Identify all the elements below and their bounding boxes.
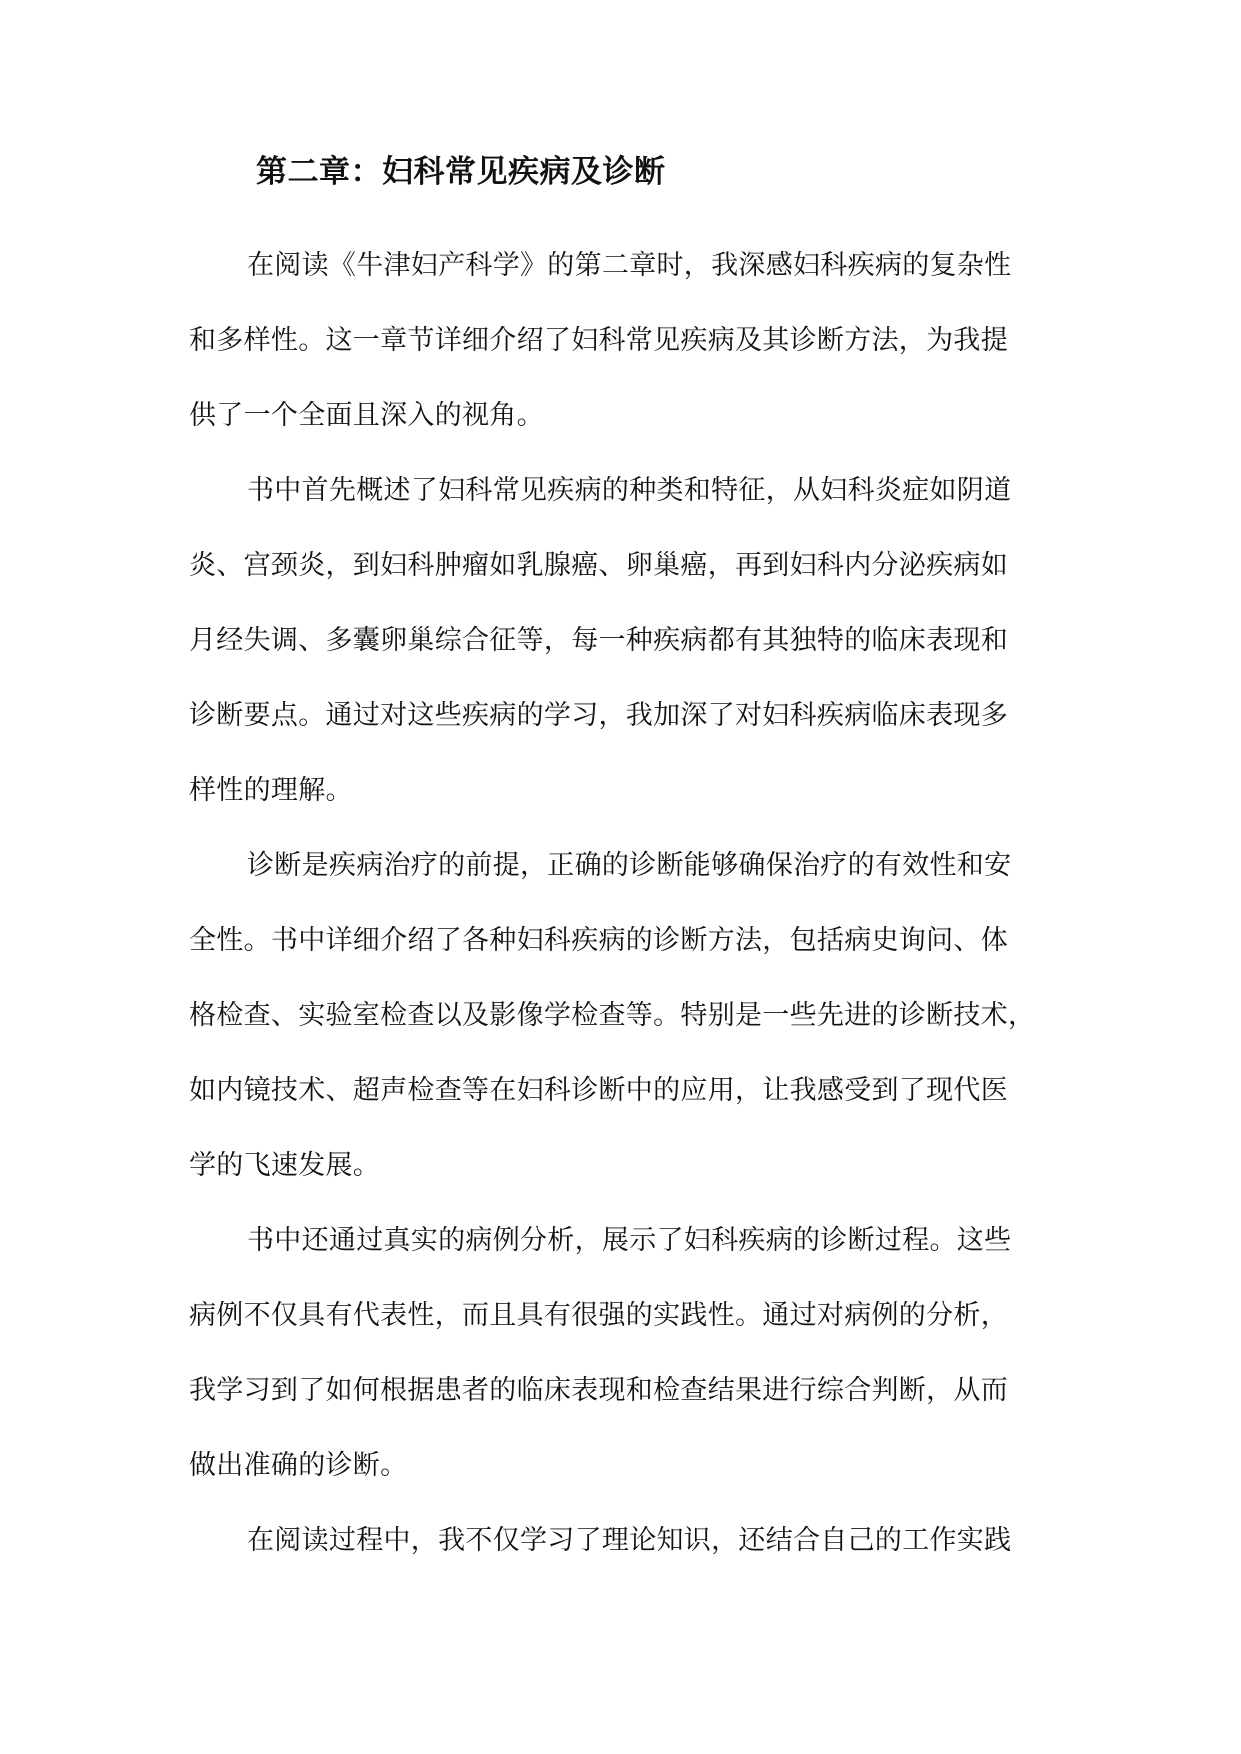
text-line: 全性。书中详细介绍了各种妇科疾病的诊断方法，包括病史询问、体 (189, 925, 1008, 956)
text-line: 如内镜技术、超声检查等在妇科诊断中的应用，让我感受到了现代医 (189, 1075, 1008, 1106)
paragraph-4 (189, 1203, 1059, 1503)
text-line: 做出准确的诊断。 (189, 1450, 408, 1481)
paragraph-1 (189, 228, 1059, 453)
text-line: 格检查、实验室检查以及影像学检查等。特别是一些先进的诊断技术， (189, 1000, 1036, 1031)
text-line: 月经失调、多囊卵巢综合征等，每一种疾病都有其独特的临床表现和 (189, 625, 1008, 656)
text-line: 诊断是疾病治疗的前提，正确的诊断能够确保治疗的有效性和安 (247, 850, 1012, 881)
text-line: 和多样性。这一章节详细介绍了妇科常见疾病及其诊断方法，为我提 (189, 325, 1008, 356)
text-line: 书中首先概述了妇科常见疾病的种类和特征，从妇科炎症如阴道 (247, 475, 1012, 506)
text-line: 诊断要点。通过对这些疾病的学习，我加深了对妇科疾病临床表现多 (189, 700, 1008, 731)
text-line: 在阅读过程中，我不仅学习了理论知识，还结合自己的工作实践 (247, 1525, 1012, 1556)
text-line: 书中还通过真实的病例分析，展示了妇科疾病的诊断过程。这些 (247, 1225, 1012, 1256)
body-text (189, 228, 1059, 1578)
chapter-title: 第二章：妇科常见疾病及诊断 (256, 154, 666, 190)
text-line: 供了一个全面且深入的视角。 (189, 400, 544, 431)
text-line: 学的飞速发展。 (189, 1150, 381, 1181)
text-line: 病例不仅具有代表性，而且具有很强的实践性。通过对病例的分析， (189, 1300, 1008, 1331)
text-line: 炎、宫颈炎，到妇科肿瘤如乳腺癌、卵巢癌，再到妇科内分泌疾病如 (189, 550, 1008, 581)
paragraph-5 (189, 1503, 1059, 1578)
text-line: 样性的理解。 (189, 775, 353, 806)
text-line: 我学习到了如何根据患者的临床表现和检查结果进行综合判断，从而 (189, 1375, 1008, 1406)
text-line: 在阅读《牛津妇产科学》的第二章时，我深感妇科疾病的复杂性 (247, 250, 1012, 281)
paragraph-2 (189, 453, 1059, 828)
paragraph-3 (189, 828, 1059, 1203)
